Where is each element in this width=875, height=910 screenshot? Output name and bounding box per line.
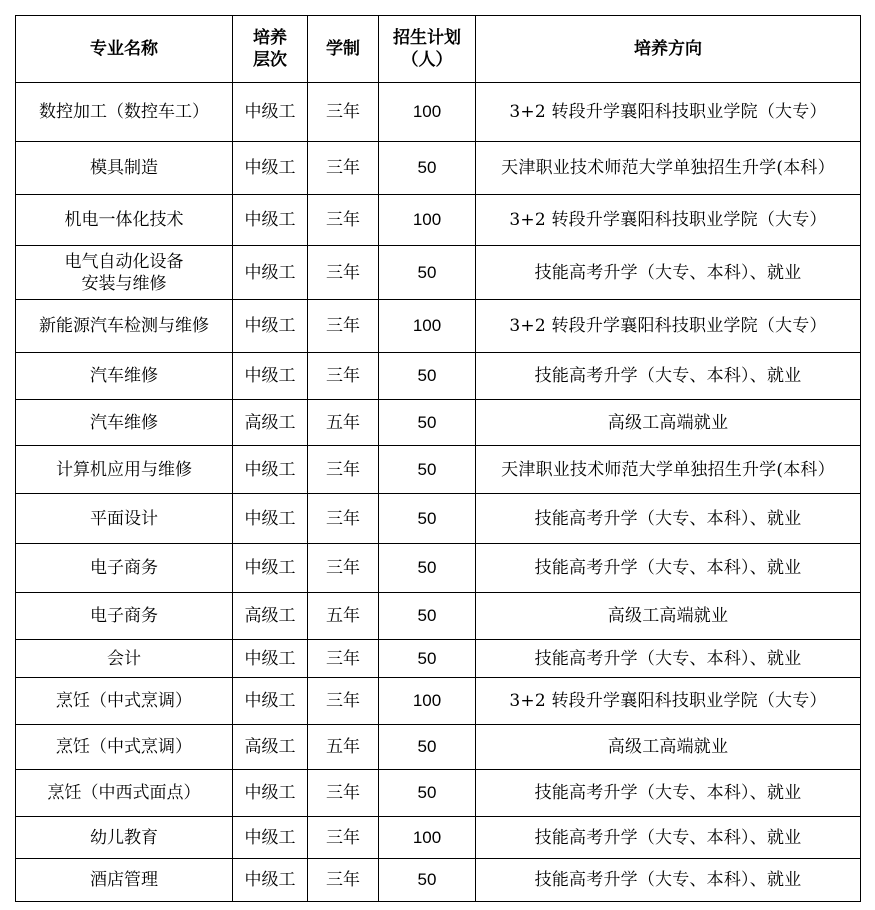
table-row <box>16 640 861 678</box>
cell-major <box>16 142 233 195</box>
cell-direction: 高级工高端就业 <box>476 400 861 446</box>
table-row <box>16 142 861 195</box>
table-row <box>16 593 861 640</box>
table-row <box>16 83 861 142</box>
header-plan <box>379 16 476 83</box>
cell-major <box>16 544 233 593</box>
table-row <box>16 678 861 725</box>
cell-level: 中级工 <box>233 544 308 593</box>
major-name-line: 酒店管理 <box>90 870 158 890</box>
cell-plan: 50 <box>379 593 476 640</box>
major-name-line: 电子商务 <box>90 606 158 626</box>
cell-direction: 技能高考升学（大专、本科）、就业 <box>476 859 861 902</box>
cell-direction: 高级工高端就业 <box>476 725 861 770</box>
cell-plan: 50 <box>379 446 476 494</box>
cell-direction: 3+2 转段升学襄阳科技职业学院（大专） <box>476 83 861 142</box>
header-plan-line: （人） <box>401 50 453 70</box>
cell-plan: 50 <box>379 353 476 400</box>
cell-level: 中级工 <box>233 246 308 300</box>
cell-level: 高级工 <box>233 400 308 446</box>
cell-direction: 技能高考升学（大专、本科）、就业 <box>476 817 861 859</box>
cell-direction: 技能高考升学（大专、本科）、就业 <box>476 640 861 678</box>
cell-level: 中级工 <box>233 195 308 246</box>
cell-level: 中级工 <box>233 770 308 817</box>
table-row <box>16 446 861 494</box>
major-name-line: 机电一体化技术 <box>64 210 184 230</box>
major-name-line: 电子商务 <box>90 558 158 578</box>
cell-major <box>16 593 233 640</box>
cell-level: 中级工 <box>233 494 308 544</box>
cell-plan: 50 <box>379 640 476 678</box>
table-row <box>16 544 861 593</box>
table-header-row <box>16 16 861 83</box>
cell-major <box>16 678 233 725</box>
cell-major <box>16 446 233 494</box>
table-row <box>16 246 861 300</box>
cell-major <box>16 400 233 446</box>
cell-plan: 50 <box>379 770 476 817</box>
header-level-line: 培养 <box>253 28 287 48</box>
header-direction: 培养方向 <box>476 16 861 83</box>
major-name-line: 烹饪（中式烹调） <box>56 737 192 757</box>
cell-level: 中级工 <box>233 83 308 142</box>
table-row <box>16 400 861 446</box>
major-name-line: 新能源汽车检测与维修 <box>39 316 209 336</box>
cell-duration: 三年 <box>308 678 379 725</box>
cell-duration: 三年 <box>308 817 379 859</box>
cell-level: 中级工 <box>233 678 308 725</box>
cell-plan: 100 <box>379 817 476 859</box>
cell-major <box>16 817 233 859</box>
cell-level: 中级工 <box>233 817 308 859</box>
major-name-line: 平面设计 <box>90 508 158 529</box>
table-row <box>16 494 861 544</box>
cell-level: 中级工 <box>233 300 308 353</box>
cell-duration: 三年 <box>308 770 379 817</box>
header-level <box>233 16 308 83</box>
major-name-line: 数控加工（数控车工） <box>39 102 209 122</box>
cell-duration: 三年 <box>308 494 379 544</box>
cell-level: 高级工 <box>233 725 308 770</box>
cell-level: 中级工 <box>233 640 308 678</box>
cell-duration: 三年 <box>308 83 379 142</box>
major-name-line: 安装与维修 <box>81 273 167 294</box>
cell-major <box>16 494 233 544</box>
cell-level: 中级工 <box>233 142 308 195</box>
cell-duration: 三年 <box>308 544 379 593</box>
cell-major <box>16 195 233 246</box>
cell-level: 中级工 <box>233 446 308 494</box>
cell-level: 中级工 <box>233 353 308 400</box>
cell-duration: 三年 <box>308 195 379 246</box>
cell-duration: 三年 <box>308 353 379 400</box>
cell-major <box>16 640 233 678</box>
cell-major <box>16 83 233 142</box>
cell-duration: 三年 <box>308 446 379 494</box>
cell-major <box>16 859 233 902</box>
table-row <box>16 725 861 770</box>
major-name-line: 幼儿教育 <box>90 827 158 848</box>
cell-direction: 技能高考升学（大专、本科）、就业 <box>476 494 861 544</box>
cell-major <box>16 300 233 353</box>
cell-direction: 天津职业技术师范大学单独招生升学(本科） <box>476 446 861 494</box>
cell-plan: 50 <box>379 725 476 770</box>
cell-plan: 50 <box>379 142 476 195</box>
cell-duration: 三年 <box>308 142 379 195</box>
cell-direction: 技能高考升学（大专、本科）、就业 <box>476 544 861 593</box>
cell-duration: 五年 <box>308 593 379 640</box>
major-name-line: 烹饪（中西式面点） <box>47 783 201 803</box>
cell-duration: 三年 <box>308 640 379 678</box>
cell-direction: 3+2 转段升学襄阳科技职业学院（大专） <box>476 195 861 246</box>
cell-plan: 50 <box>379 544 476 593</box>
cell-direction: 高级工高端就业 <box>476 593 861 640</box>
cell-direction: 技能高考升学（大专、本科）、就业 <box>476 770 861 817</box>
table-row <box>16 859 861 902</box>
header-duration: 学制 <box>308 16 379 83</box>
table-body <box>16 83 861 902</box>
cell-major <box>16 353 233 400</box>
major-name-line: 汽车维修 <box>90 366 158 386</box>
cell-direction: 天津职业技术师范大学单独招生升学(本科） <box>476 142 861 195</box>
cell-duration: 三年 <box>308 300 379 353</box>
header-major: 专业名称 <box>16 16 233 83</box>
table-row <box>16 300 861 353</box>
major-name-line: 模具制造 <box>90 158 158 178</box>
cell-major <box>16 770 233 817</box>
cell-major <box>16 725 233 770</box>
cell-level: 中级工 <box>233 859 308 902</box>
cell-plan: 100 <box>379 83 476 142</box>
cell-duration: 三年 <box>308 859 379 902</box>
table-row <box>16 353 861 400</box>
major-name-line: 电气自动化设备 <box>64 251 184 272</box>
cell-direction: 技能高考升学（大专、本科）、就业 <box>476 246 861 300</box>
cell-duration: 三年 <box>308 246 379 300</box>
major-name-line: 汽车维修 <box>90 412 158 433</box>
table-row <box>16 770 861 817</box>
cell-plan: 100 <box>379 300 476 353</box>
major-name-line: 烹饪（中式烹调） <box>56 691 192 711</box>
cell-direction: 3+2 转段升学襄阳科技职业学院（大专） <box>476 300 861 353</box>
major-name-line: 会计 <box>107 648 141 669</box>
cell-plan: 50 <box>379 859 476 902</box>
cell-plan: 50 <box>379 246 476 300</box>
cell-plan: 50 <box>379 400 476 446</box>
table-row <box>16 195 861 246</box>
cell-duration: 五年 <box>308 725 379 770</box>
cell-level: 高级工 <box>233 593 308 640</box>
cell-major <box>16 246 233 300</box>
cell-plan: 50 <box>379 494 476 544</box>
cell-plan: 100 <box>379 678 476 725</box>
table-row <box>16 817 861 859</box>
cell-plan: 100 <box>379 195 476 246</box>
enrollment-plan-table <box>15 15 861 902</box>
header-level-line: 层次 <box>253 50 287 70</box>
header-plan-line: 招生计划 <box>393 28 461 48</box>
major-name-line: 计算机应用与维修 <box>56 459 192 480</box>
cell-direction: 3+2 转段升学襄阳科技职业学院（大专） <box>476 678 861 725</box>
cell-direction: 技能高考升学（大专、本科）、就业 <box>476 353 861 400</box>
cell-duration: 五年 <box>308 400 379 446</box>
